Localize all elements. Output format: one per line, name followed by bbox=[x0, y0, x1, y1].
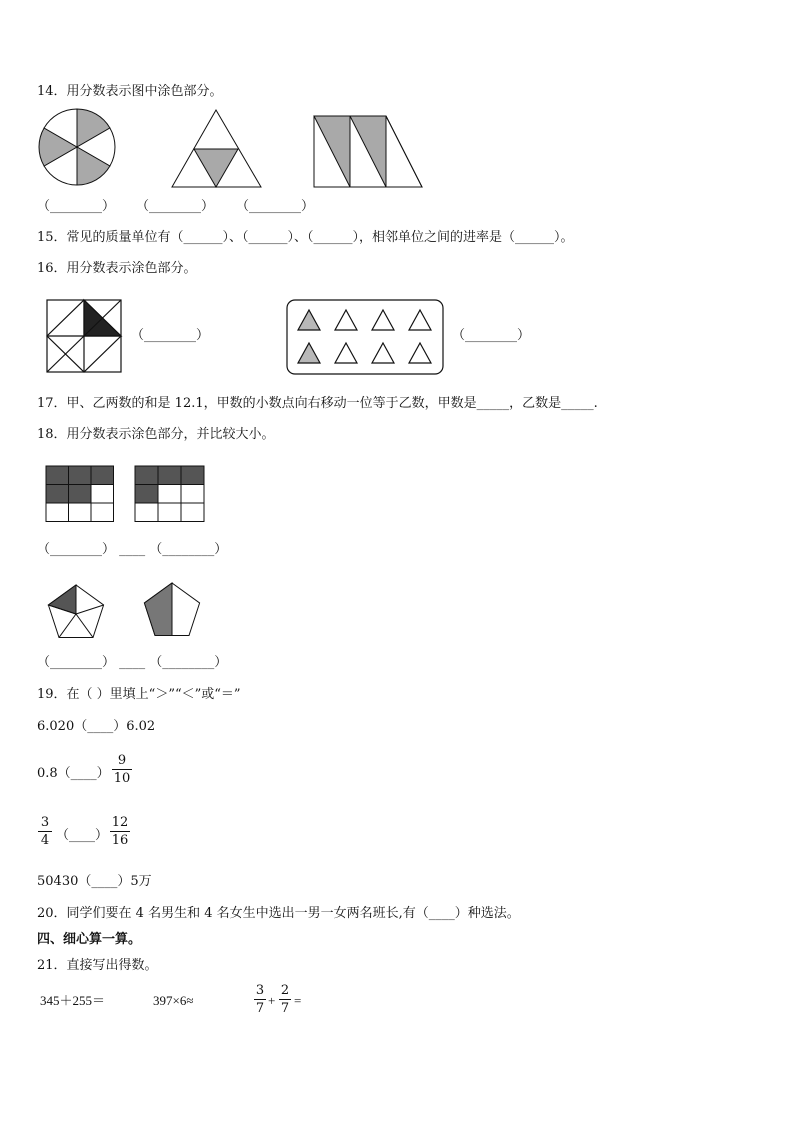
shaded-square-figure bbox=[45, 298, 125, 374]
q17-text: 17．甲、乙两数的和是 12.1，甲数的小数点向右移动一位等于乙数，甲数是_____，乙数是_____. bbox=[37, 396, 598, 411]
q19-item-1[interactable]: 6.020（____）6.02 bbox=[37, 719, 156, 734]
grid-figure-1 bbox=[45, 465, 115, 523]
fraction-bar bbox=[279, 999, 291, 1000]
fraction-numerator: 3 bbox=[40, 815, 50, 830]
q19-title: 19．在（ ）里填上“＞”“＜”或“＝” bbox=[37, 687, 241, 702]
triangles-box-figure bbox=[286, 298, 446, 376]
q21-expr-3-equals: = bbox=[294, 993, 302, 1008]
q16-title: 16．用分数表示涂色部分。 bbox=[37, 261, 197, 276]
fraction-numerator: 2 bbox=[280, 983, 290, 998]
fraction-numerator: 3 bbox=[255, 983, 265, 998]
fraction-bar bbox=[38, 831, 52, 832]
q14-answer-3[interactable]: （________） bbox=[236, 199, 315, 214]
shaded-circle-figure bbox=[36, 107, 120, 189]
q19-item-3-blank[interactable]: （____） bbox=[56, 828, 109, 843]
q21-expr-3-plus: + bbox=[268, 993, 276, 1008]
q19-item-3-right-fraction bbox=[110, 815, 130, 848]
fraction-denominator: 7 bbox=[255, 1001, 265, 1016]
q16-answer-1[interactable]: （________） bbox=[131, 328, 210, 343]
q18-answer-row-2[interactable]: （________） ____ （________） bbox=[37, 655, 228, 670]
fraction-bar bbox=[254, 999, 266, 1000]
fraction-bar bbox=[112, 769, 132, 770]
fraction-denominator: 16 bbox=[111, 833, 129, 848]
q14-title: 14．用分数表示图中涂色部分。 bbox=[37, 84, 223, 99]
q19-item-2-left[interactable]: 0.8（____） bbox=[37, 766, 110, 781]
q19-item-4[interactable]: 50430（____）5万 bbox=[37, 874, 152, 889]
q18-answer-row-1[interactable]: （________） ____ （________） bbox=[37, 542, 228, 557]
q19-item-2-fraction bbox=[112, 753, 132, 786]
q21-expr-1: 345＋255＝ bbox=[40, 993, 106, 1008]
fraction-numerator: 9 bbox=[117, 753, 127, 768]
q21-title: 21．直接写出得数。 bbox=[37, 958, 158, 973]
fraction-denominator: 10 bbox=[113, 771, 131, 786]
q18-title: 18．用分数表示涂色部分，并比较大小。 bbox=[37, 427, 275, 442]
shaded-parallelogram-figure bbox=[312, 113, 426, 191]
q14-answer-1[interactable]: （________） bbox=[37, 199, 116, 214]
q21-expr-3-fraction-2 bbox=[279, 983, 291, 1016]
pentagon-figure-2 bbox=[140, 580, 206, 642]
q20-text[interactable]: 20．同学们要在 4 名男生和 4 名女生中选出一男一女两名班长,有（____）种选法。 bbox=[37, 906, 520, 921]
q15-text: 15．常见的质量单位有（______）、（______）、（______），相邻单位之间的进率是（______）。 bbox=[37, 230, 574, 245]
q21-expr-3-fraction-1 bbox=[254, 983, 266, 1016]
q14-answer-2[interactable]: （________） bbox=[136, 199, 215, 214]
fraction-bar bbox=[110, 831, 130, 832]
grid-figure-2 bbox=[134, 465, 206, 523]
q21-expr-2: 397×6≈ bbox=[153, 993, 194, 1008]
shaded-triangle-figure bbox=[170, 108, 264, 190]
fraction-numerator: 12 bbox=[111, 815, 129, 830]
section-4-heading: 四、细心算一算。 bbox=[37, 932, 142, 947]
fraction-denominator: 7 bbox=[280, 1001, 290, 1016]
pentagon-figure-1 bbox=[44, 582, 110, 644]
q16-answer-2[interactable]: （________） bbox=[452, 328, 531, 343]
fraction-denominator: 4 bbox=[40, 833, 50, 848]
q19-item-3-left-fraction bbox=[38, 815, 52, 848]
